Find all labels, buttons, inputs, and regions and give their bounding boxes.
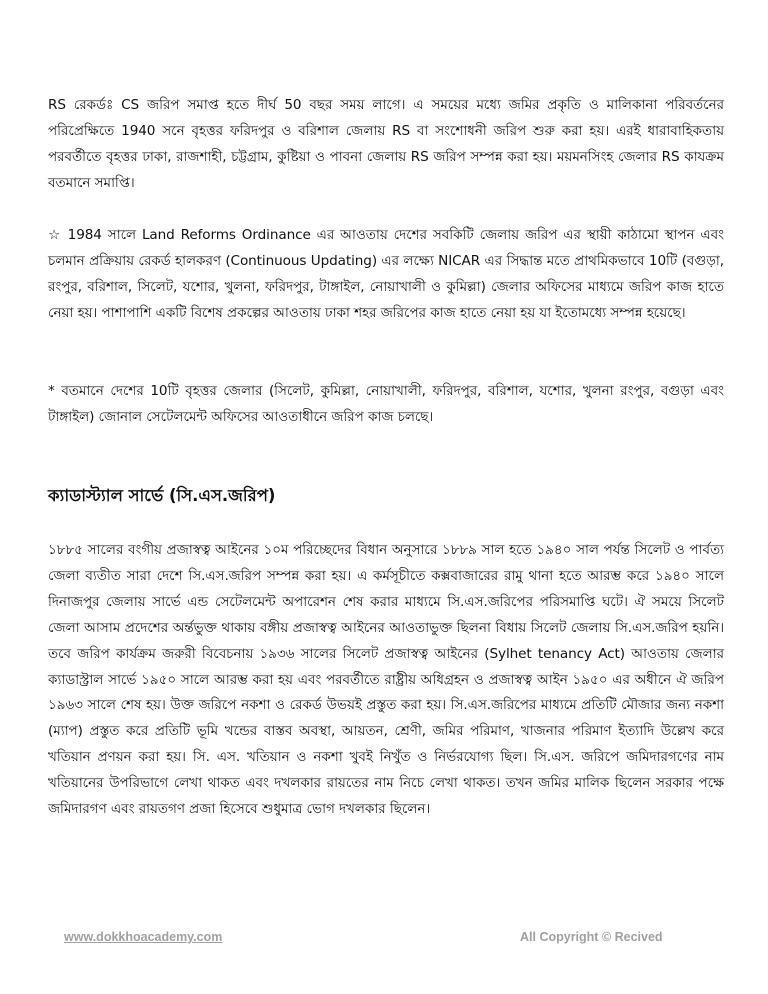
- paragraph-cadastral-survey: ১৮৮৫ সালের বংগীয় প্রজাস্বত্ব আইনের ১০ম পরিচ্ছেদের বিধান অনুসারে ১৮৮৯ সাল হতে ১৯৪০ সাল পর্যন্ত সিলেট ও পার্বত্য জেলা ব্যতীত সারা দেশে সি.এস.জরিপ সম্পন্ন করা হয়। এ কর্মসূচীতে কক্সবাজারের রামু থানা হতে আরম্ভ করে ১৯৪০ সালে দিনাজপুর জেলায় সার্ভে এন্ড সেটেলমেন্ট অপারেশন শেষ করার মাধ্যমে সি.এস.জরিপের পরিসমাপ্তি ঘটে। ঐ সময়ে সিলেট জেলা আসাম প্রদেশের অর্ন্তভুক্ত থাকায় বঙ্গীয় প্রজাস্বত্ব আইনের আওতাভুক্ত ছিলনা বিধায় সিলেট জেলায় সি.এস.জরিপ হয়নি। তবে জরিপ কার্যক্রম জরুরী বিবেচনায় ১৯৩৬ সালের সিলেট প্রজাস্বত্ব আইনের (Sylhet tenancy Act) আওতায় জেলার ক্যাডাস্ট্রাল সার্ভে ১৯৫০ সালে আরম্ভ করা হয় এবং পরবর্তীতে রাষ্ট্রীয় অধিগ্রহন ও প্রজাস্বত্ব আইন ১৯৫০ এর অধীনে ঐ জরিপ ১৯৬৩ সালে শেষ হয়। উক্ত জরিপে নকশা ও রেকর্ড উভয়ই প্রস্তুত করা হয়। সি.এস.জরিপের মাধ্যমে প্রতিটি মৌজার জন্য নকশা (ম্যাপ) প্রস্তুত করে প্রতিটি ভূমি খন্ডের বাস্তব অবস্থা, আয়তন, শ্রেণী, জমির পরিমাণ, খাজনার পরিমাণ ইত্যাদি উল্লেখ করে খতিয়ান প্রণয়ন করা হয়। সি. এস. খতিয়ান ও নকশা খুবই নিখুঁত ও নির্ভরযোগ্য ছিল। সি.এস. জরিপে জমিদারগণের নাম খতিয়ানের উপরিভাগে লেখা থাকত এবং দখলকার রায়তের নাম নিচে লেখা থাকত। তখন জমির মালিক ছিলেন সরকার পক্ষে জমিদারগণ এবং রায়তগণ প্রজা হিসেবে শুধুমাত্র ভোগ দখলকার ছিলেন।: [48, 542, 724, 818]
- paragraph-rs-record: RS রেকর্ডঃ CS জরিপ সমাপ্ত হতে দীর্ঘ 50 বছর সময় লাগে। এ সময়ের মধ্যে জমির প্রকৃতি ও মালিকানা পরিবর্তনের পরিপ্রেক্ষিতে 1940 সনে বৃহত্তর ফরিদপুর ও বরিশাল জেলায় RS বা সংশোধনী জরিপ শুরু করা হয়। এরই ধারাবাহিকতায় পরবর্তীতে বৃহত্তর ঢাকা, রাজশাহী, চট্টগ্রাম, কুষ্টিয়া ও পাবনা জেলায় RS জরিপ সম্পন্ন করা হয়। ময়মনসিংহ জেলার RS কাযক্রম বতমানে সমাপ্তি।: [48, 97, 724, 191]
- paragraph-land-reforms-ordinance: ☆ 1984 সালে Land Reforms Ordinance এর আওতায় দেশের সবকিটি জেলায় জরিপ এর স্থায়ী কাঠামো স্থাপন এবং চলমান প্রক্রিয়ায় রেকর্ড হালকরণ (Continuous Updating) এর লক্ষ্যে NICAR এর সিদ্ধান্ত মতে প্রাথমিকভাবে 10টি (বগুড়া, রংপুর, বরিশাল, সিলেট, যশোর, খুলনা, ফরিদপুর, টাঙ্গাইল, নোয়াখালী ও কুমিল্লা) জেলার অফিসের মাধ্যমে জরিপ কাজ হাতে নেয়া হয়। পাশাপাশি একটি বিশেষ প্রকল্পের আওতায় ঢাকা শহর জরিপের কাজ হাতে নেয়া হয় যা ইতোমধ্যে সম্পন্ন হয়েছে।: [48, 227, 724, 321]
- section-heading: ক্যাডাস্ট্যাল সার্ভে (সি.এস.জরিপ): [48, 486, 276, 505]
- footer-website-link[interactable]: www.dokkhoacademy.com: [64, 930, 223, 944]
- paragraph-zonal-settlement: * বতমানে দেশের 10টি বৃহত্তর জেলার (সিলেট, কুমিল্লা, নোয়াখালী, ফরিদপুর, বরিশাল, যশোর, খুলনা রংপুর, বগুড়া এবং টাঙ্গাইল) জোনাল সেটেলমেন্ট অফিসের আওতাধীনে জরিপ কাজ চলছে।: [48, 383, 724, 425]
- footer-copyright: All Copyright © Recived: [520, 930, 663, 944]
